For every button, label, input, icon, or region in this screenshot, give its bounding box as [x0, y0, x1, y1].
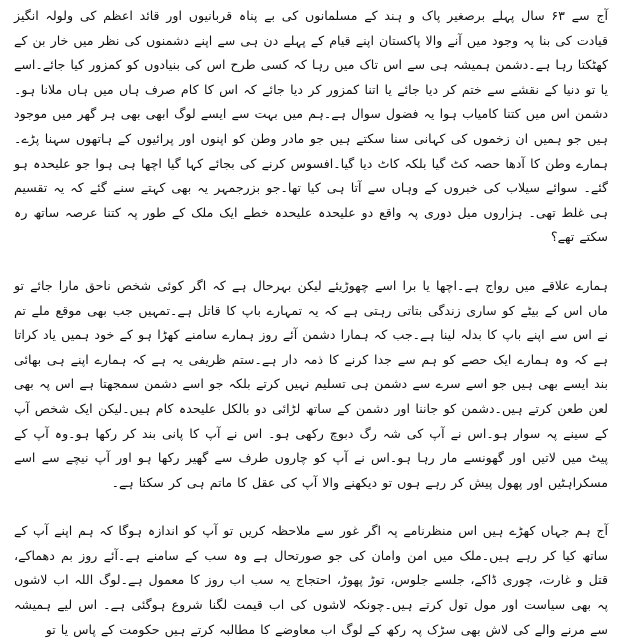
paragraph-1: آج سے ۶۳ سال پہلے برصغیر پاک و ہند کے مسلمانوں کی بے پناہ قربانیوں اور قائد اعظم کی ولولہ انگیز قیادت کی بنا پہ وجود میں آنے والا پاکستان اپنے قیام کے پہلے دن ہی سے اپنے دشمنوں کی نظر میں خار بن کے کھٹکتا رہا ہے۔دشمن ہمیشہ ہی سے اس تاک میں رہا کہ کسی طرح اس کی بنیادوں کو کمزور کیا جائے۔اسے یا تو دنیا کے نقشے سے ختم کر دیا جائے یا اتنا کمزور کر دیا جائے کہ اس کا کام صرف ہاں میں ہاں ملانا ہو۔دشمن اس میں کتنا کامیاب ہوا یہ فضول سوال ہے۔ہم میں بہت سے ایسے لوگ ابھی بھی ہر گھر میں موجود ہیں جو ہمیں ان زخموں کی کہانی سنا سکتے ہیں جو مادر وطن کو اپنوں اور پرائیوں کے ہاتھوں سہنا پڑے۔ہمارے وطن کا آدھا حصہ کٹ گیا بلکہ کاٹ دیا گیا۔افسوس کرنے کی بجائے کہا گیا اچھا ہی ہوا جو علیحدہ ہو گئے۔ سوائے سیلاب کی خبروں کے وہاں سے آتا ہی کیا تھا۔جو بزرجمہر یہ بھی کہتے سنے گئے کہ یہ تقسیم ہی غلط تھی۔ ہزاروں میل دوری پہ واقع دو علیحدہ علیحدہ خطے ایک ملک کے طور پہ کتنا عرصہ ساتھ رہ سکتے تھے؟ — [14, 8, 608, 245]
paragraph-3: آج ہم جہاں کھڑے ہیں اس منظرنامے پہ اگر غور سے ملاحظہ کریں تو آپ کو اندازہ ہوگا کہ ہم اپنے آپ کے ساتھ کیا کر رہے ہیں۔ملک میں امن وامان کی جو صورتحال ہے وہ سب کے سامنے ہے۔آئے روز بم دھماکے، قتل و غارت، چوری ڈاکے، جلسے جلوس، توڑ پھوڑ، احتجاج یہ سب اب روز کا معمول ہے۔لوگ اللہ اب لاشوں پہ بھی سیاست اور مول تول کرتے ہیں۔چونکہ لاشوں کی اب قیمت لگنا شروع ہوگئی ہے۔ اس لیے ہمیشہ سے مرنے والے کی لاش بھی سڑک پہ رکھ کے لوگ اب معاوضے کا مطالبہ کرتے ہیں حکومت کے پاس یا تو — [14, 523, 608, 637]
paragraph-2: ہمارے علاقے میں رواج ہے۔اچھا یا برا اسے چھوڑیئے لیکن بہرحال ہے کہ اگر کوئی شخص ناحق مارا جائے تو ماں اس کے بیٹے کو ساری زندگی بتاتی رہتی ہے کہ یہ تمہارے باپ کا قاتل ہے۔تمہیں جب بھی موقع ملے تم نے اس سے اپنے باپ کا بدلہ لینا ہے۔جب کہ ہمارا دشمن آئے روز ہمارے سامنے کھڑا ہو کے خود ہمیں یاد کراتا ہے کہ وہ ہمارے ایک حصے کو ہم سے جدا کرنے کا ذمہ دار ہے۔ستم ظریفی یہ ہے کہ ہمارے اپنے ہی بھائی بند ایسے بھی ہیں جو اسے سرے سے دشمن ہی تسلیم نہیں کرتے بلکہ جو اسے دشمن سمجھتا ہے اس پہ بھی لعن طعن کرتے ہیں۔دشمن کو جاننا اور دشمن کے ساتھ لڑائی دو بالکل علیحدہ کام ہیں۔لیکن ایک شخص آپ کے سینے پہ سوار ہو۔اس نے آپ کی شہ رگ دبوچ رکھی ہو۔ اس نے آپ کا پانی بند کر رکھا ہو۔وہ آپ کے پیٹ میں لاتیں اور گھونسے مار رہا ہو۔اس نے آپ کو چاروں طرف سے گھیر رکھا ہو اور آپ نیچے سے اسے مسکراہٹیں اور پھول پیش کر رہے ہوں تو دیکھنے والا آپ کی عقل کا ماتم ہی کر سکتا ہے۔ — [14, 277, 608, 490]
